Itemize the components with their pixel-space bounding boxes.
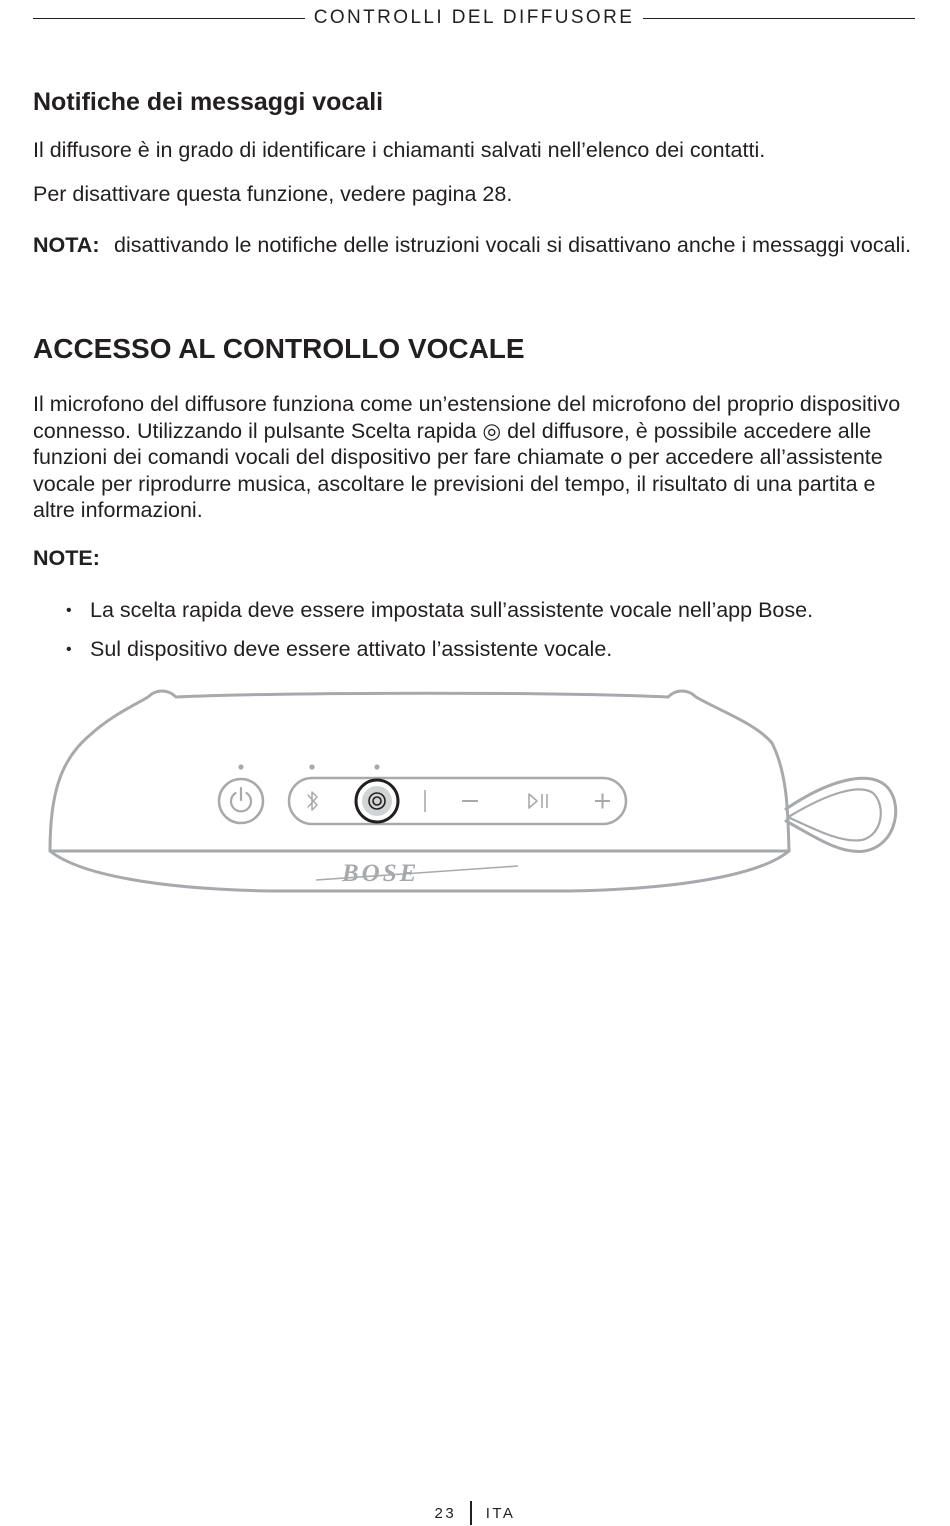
note-label: NOTA: <box>33 233 100 257</box>
shortcut-button[interactable] <box>356 780 398 822</box>
bose-logo-text: BOSE <box>342 860 420 887</box>
page-number: 23 <box>434 1504 457 1522</box>
language-code: ITA <box>485 1504 516 1522</box>
carry-loop <box>786 778 896 851</box>
list-item-text: Sul dispositivo deve essere attivato l’assistente vocale. <box>90 637 613 661</box>
voice-control-heading: ACCESSO AL CONTROLLO VOCALE <box>33 333 525 364</box>
voice-messages-paragraph-2: Per disattivare questa funzione, vedere pagina 28. <box>33 182 513 206</box>
voice-messages-note <box>33 232 918 259</box>
list-item <box>66 636 612 663</box>
header-rule-left <box>33 18 305 19</box>
page-header <box>33 6 915 30</box>
page-footer <box>0 1500 950 1526</box>
bose-logo <box>316 860 518 887</box>
speaker-base <box>50 851 789 891</box>
shortcut-led <box>374 764 379 769</box>
bullet-dot: • <box>66 641 72 658</box>
speaker-illustration <box>40 685 910 900</box>
header-title: CONTROLLI DEL DIFFUSORE <box>313 7 635 28</box>
power-led <box>238 764 243 769</box>
control-strip <box>289 778 626 824</box>
note-text: disattivando le notifiche delle istruzioni vocali si disattivano anche i messaggi vocali. <box>114 233 912 257</box>
header-rule-right <box>643 18 915 19</box>
bluetooth-led <box>309 764 314 769</box>
list-item-text: La scelta rapida deve essere impostata sull’assistente vocale nell’app Bose. <box>90 598 814 622</box>
voice-messages-heading: Notifiche dei messaggi vocali <box>33 88 384 116</box>
voice-messages-paragraph-1: Il diffusore è in grado di identificare i chiamanti salvati nell’elenco dei contatti. <box>33 138 766 162</box>
footer-separator <box>470 1501 472 1525</box>
notes-label: NOTE: <box>33 546 100 570</box>
list-item <box>66 597 813 624</box>
bullet-dot: • <box>66 602 72 619</box>
voice-control-paragraph: Il microfono del diffusore funziona come un’estensione del microfono del proprio dispositivo connesso. Utilizzando il pulsante Scelta rapida ◎ del diffusore, è possibile accedere alle funzioni dei comandi vocali del dispositivo per fare chiamate o per accedere all’assistente vocale per riprodurre musica, ascoltare le previsioni del tempo, il risultato di una partita e altre informazioni. <box>33 392 901 522</box>
power-button[interactable] <box>219 779 263 823</box>
speaker-body <box>50 691 789 851</box>
